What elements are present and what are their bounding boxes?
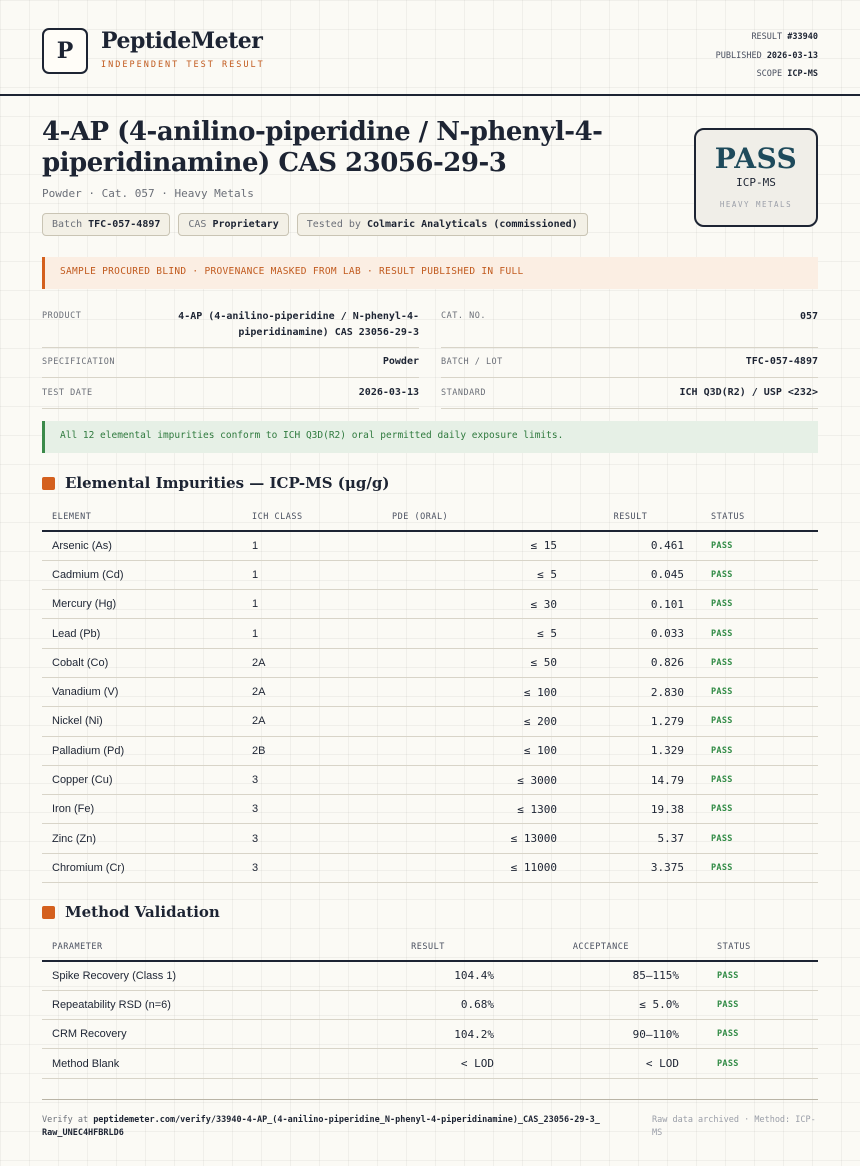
batch-label: BATCH / LOT	[441, 357, 503, 367]
impurities-section-title: Elemental Impurities — ICP-MS (μg/g)	[42, 474, 389, 492]
meta-result: RESULT #33940	[751, 32, 818, 42]
result-cell: 2.830	[567, 677, 694, 706]
table-row	[42, 590, 818, 619]
pde-cell: ≤ 3000	[382, 765, 567, 794]
stamp-category: HEAVY METALS	[719, 200, 793, 209]
pass-stamp	[694, 128, 818, 227]
tested-by-chip: Tested by Colmaric Analyticals (commissioned)	[297, 213, 588, 236]
pde-cell: ≤ 100	[382, 736, 567, 765]
status-badge: PASS	[689, 990, 818, 1019]
divider	[441, 347, 818, 348]
pde-cell: ≤ 5	[382, 560, 567, 589]
col-acceptance: ACCEPTANCE	[504, 933, 689, 961]
result-cell: 104.2%	[352, 1020, 504, 1049]
divider	[441, 377, 818, 378]
result-cell: 104.4%	[352, 961, 504, 990]
col-pde: PDE (ORAL)	[382, 503, 567, 531]
pde-cell: ≤ 100	[382, 677, 567, 706]
conformity-banner: All 12 elemental impurities conform to ICH Q3D(R2) oral permitted daily exposure limits.	[42, 421, 818, 453]
date-value: 2026-03-13	[358, 387, 419, 398]
table-row	[42, 531, 818, 560]
stamp-method: ICP-MS	[736, 176, 776, 189]
status-badge: PASS	[694, 531, 818, 560]
col-status: STATUS	[694, 503, 818, 531]
spec-label: SPECIFICATION	[42, 357, 116, 367]
pde-cell: ≤ 13000	[382, 824, 567, 853]
validation-section-title: Method Validation	[42, 903, 220, 921]
table-row	[42, 961, 818, 990]
table-row	[42, 1020, 818, 1049]
divider	[42, 377, 419, 378]
col-element: ELEMENT	[42, 503, 242, 531]
date-label: TEST DATE	[42, 388, 93, 398]
status-badge: PASS	[694, 736, 818, 765]
acceptance-cell: ≤ 5.0%	[504, 990, 689, 1019]
element-cell: Chromium (Cr)	[42, 853, 242, 882]
verify-link[interactable]: peptidemeter.com/verify/33940-4-AP_(4-anilino-piperidine_N-phenyl-4-piperidinamine)_CAS_23056-29-3_Raw_UNEC4HFBRLD6	[42, 1115, 600, 1138]
pde-cell: ≤ 50	[382, 648, 567, 677]
result-cell: 14.79	[567, 765, 694, 794]
parameter-cell: Repeatability RSD (n=6)	[42, 990, 352, 1019]
result-cell: 1.279	[567, 707, 694, 736]
report-header	[0, 0, 860, 96]
blind-notice-banner: SAMPLE PROCURED BLIND · PROVENANCE MASKED FROM LAB · RESULT PUBLISHED IN FULL	[42, 257, 818, 289]
page-title: 4-AP (4-anilino-piperidine / N-phenyl-4-piperidinamine) CAS 23056-29-3	[42, 117, 603, 178]
ich-class-cell: 1	[242, 590, 382, 619]
brand-tagline: INDEPENDENT TEST RESULT	[101, 60, 265, 70]
table-row	[42, 824, 818, 853]
status-badge: PASS	[689, 1020, 818, 1049]
element-cell: Mercury (Hg)	[42, 590, 242, 619]
parameter-cell: Spike Recovery (Class 1)	[42, 961, 352, 990]
parameter-cell: Method Blank	[42, 1049, 352, 1078]
status-badge: PASS	[694, 707, 818, 736]
verify-note: Verify at peptidemeter.com/verify/33940-4-AP_(4-anilino-piperidine_N-phenyl-4-piperidinamine)_CAS_23056-29-3_Raw_UNEC4HFBRLD6	[42, 1115, 600, 1138]
validation-table	[42, 933, 818, 1079]
result-cell: 0.033	[567, 619, 694, 648]
ich-class-cell: 2A	[242, 648, 382, 677]
archive-note: Raw data archived · Method: ICP-MS	[652, 1115, 816, 1138]
element-cell: Arsenic (As)	[42, 531, 242, 560]
col-ich-class: ICH CLASS	[242, 503, 382, 531]
pde-cell: ≤ 200	[382, 707, 567, 736]
pde-cell: ≤ 30	[382, 590, 567, 619]
status-badge: PASS	[694, 648, 818, 677]
divider	[441, 408, 818, 409]
meta-scope: SCOPE ICP-MS	[756, 69, 818, 79]
col-result: RESULT	[567, 503, 694, 531]
table-row	[42, 1049, 818, 1078]
table-row	[42, 990, 818, 1019]
result-cell: 0.045	[567, 560, 694, 589]
cat-value: 057	[799, 311, 818, 322]
table-row	[42, 560, 818, 589]
status-badge: PASS	[689, 1049, 818, 1078]
table-row	[42, 853, 818, 882]
status-badge: PASS	[694, 560, 818, 589]
result-cell: 0.68%	[352, 990, 504, 1019]
stamp-verdict: PASS	[714, 142, 798, 175]
element-cell: Zinc (Zn)	[42, 824, 242, 853]
col-result: RESULT	[352, 933, 504, 961]
report-meta	[716, 28, 818, 84]
product-value: 4-AP (4-anilino-piperidine / N-phenyl-4-piperidinamine) CAS 23056-29-3	[178, 311, 419, 338]
table-row	[42, 795, 818, 824]
ich-class-cell: 2A	[242, 707, 382, 736]
acceptance-cell: < LOD	[504, 1049, 689, 1078]
batch-value: TFC-057-4897	[745, 356, 818, 367]
ich-class-cell: 3	[242, 795, 382, 824]
status-badge: PASS	[694, 590, 818, 619]
section-marker-icon	[42, 906, 55, 919]
pde-cell: ≤ 15	[382, 531, 567, 560]
product-label: PRODUCT	[42, 311, 82, 321]
result-cell: 0.826	[567, 648, 694, 677]
ich-class-cell: 3	[242, 765, 382, 794]
validation-table-body	[42, 961, 818, 1078]
table-row	[42, 677, 818, 706]
col-status: STATUS	[689, 933, 818, 961]
status-badge: PASS	[694, 824, 818, 853]
table-header-row	[42, 933, 818, 961]
divider	[42, 408, 419, 409]
element-cell: Iron (Fe)	[42, 795, 242, 824]
element-cell: Cobalt (Co)	[42, 648, 242, 677]
divider	[42, 347, 419, 348]
table-row	[42, 619, 818, 648]
element-cell: Nickel (Ni)	[42, 707, 242, 736]
result-cell: 19.38	[567, 795, 694, 824]
result-cell: 0.461	[567, 531, 694, 560]
result-cell: 5.37	[567, 824, 694, 853]
status-badge: PASS	[694, 853, 818, 882]
status-badge: PASS	[689, 961, 818, 990]
status-badge: PASS	[694, 677, 818, 706]
parameter-cell: CRM Recovery	[42, 1020, 352, 1049]
pde-cell: ≤ 5	[382, 619, 567, 648]
ich-class-cell: 2B	[242, 736, 382, 765]
element-cell: Palladium (Pd)	[42, 736, 242, 765]
table-row	[42, 736, 818, 765]
ich-class-cell: 3	[242, 853, 382, 882]
cas-chip: CAS Proprietary	[178, 213, 288, 236]
meta-published: PUBLISHED 2026-03-13	[715, 50, 818, 61]
result-cell: 0.101	[567, 590, 694, 619]
element-cell: Lead (Pb)	[42, 619, 242, 648]
section-marker-icon	[42, 477, 55, 490]
table-row	[42, 648, 818, 677]
impurities-table-body	[42, 531, 818, 883]
pde-cell: ≤ 1300	[382, 795, 567, 824]
result-cell: < LOD	[352, 1049, 504, 1078]
cat-label: CAT. NO.	[441, 311, 486, 321]
ich-class-cell: 3	[242, 824, 382, 853]
acceptance-cell: 90–110%	[504, 1020, 689, 1049]
footer-divider	[42, 1099, 818, 1100]
table-row	[42, 707, 818, 736]
ich-class-cell: 1	[242, 619, 382, 648]
element-cell: Copper (Cu)	[42, 765, 242, 794]
result-cell: 3.375	[567, 853, 694, 882]
logo-mark: P	[42, 28, 88, 74]
table-row	[42, 765, 818, 794]
status-badge: PASS	[694, 795, 818, 824]
result-cell: 1.329	[567, 736, 694, 765]
status-badge: PASS	[694, 619, 818, 648]
ich-class-cell: 1	[242, 560, 382, 589]
page-subtitle: Powder · Cat. 057 · Heavy Metals	[42, 187, 254, 200]
impurities-table	[42, 503, 818, 883]
chip-row	[42, 213, 588, 236]
col-parameter: PARAMETER	[42, 933, 352, 961]
acceptance-cell: 85–115%	[504, 961, 689, 990]
element-cell: Cadmium (Cd)	[42, 560, 242, 589]
table-header-row	[42, 503, 818, 531]
element-cell: Vanadium (V)	[42, 677, 242, 706]
spec-value: Powder	[382, 356, 419, 367]
status-badge: PASS	[694, 765, 818, 794]
ich-class-cell: 2A	[242, 677, 382, 706]
standard-label: STANDARD	[441, 388, 486, 398]
brand-name: PeptideMeter	[101, 28, 263, 54]
standard-value: ICH Q3D(R2) / USP <232>	[679, 387, 818, 398]
batch-chip: Batch TFC-057-4897	[42, 213, 170, 236]
ich-class-cell: 1	[242, 531, 382, 560]
pde-cell: ≤ 11000	[382, 853, 567, 882]
